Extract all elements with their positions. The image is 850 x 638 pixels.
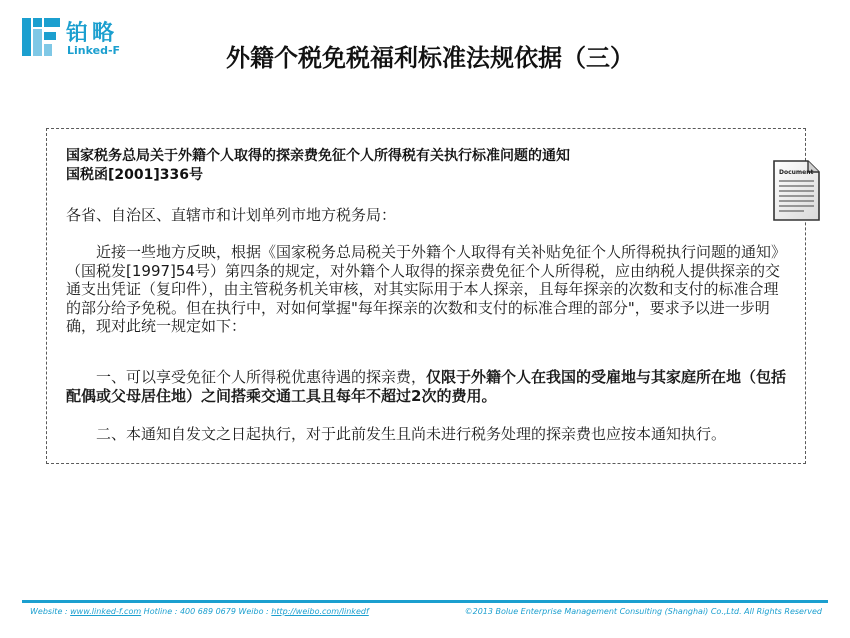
document-icon-label: Document bbox=[779, 169, 814, 176]
document-heading bbox=[66, 147, 706, 185]
footer-divider bbox=[22, 600, 828, 603]
logo-chinese-name: 铂略 bbox=[66, 21, 119, 46]
heading-doc-number: 国税函[2001]336号 bbox=[66, 167, 203, 183]
document-icon bbox=[770, 158, 822, 224]
salutation: 各省、自治区、直辖市和计划单列市地方税务局： bbox=[66, 206, 397, 224]
footer-hotline: Hotline : 400 689 0679 Weibo : bbox=[141, 607, 272, 616]
page-title: 外籍个税免税福利标准法规依据（三） bbox=[226, 44, 634, 72]
logo-mark-icon bbox=[22, 18, 60, 56]
rule-one-emphasis: 仅限于外籍个人在我国的受雇地与其家庭所在地（包括配偶或父母居住地）之间搭乘交通工具且每年不超过2次的费用。 bbox=[66, 368, 787, 405]
footer-weibo-link[interactable]: http://weibo.com/linkedf bbox=[271, 607, 369, 616]
footer-website-link[interactable]: www.linked-f.com bbox=[70, 607, 142, 616]
paragraph-rule-one bbox=[66, 368, 790, 405]
footer-website-label: Website : bbox=[30, 607, 71, 616]
paragraph-intro: 近接一些地方反映，根据《国家税务总局税关于外籍个人取得有关补贴免征个人所得税执行问题的通知》（国税发[1997]54号）第四条的规定，对外籍个人取得的探亲费免征个人所得税，应由纳税人提供探亲的交通支出凭证（复印件），由主管税务机关审核，对其实际用于本人探亲，且每年探亲的次数和支付的标准合理的部分给予免税。但在执行中，对如何掌握"每年探亲的次数和支付的标准合理的部分"，要求予以进一步明确，现对此统一规定如下： bbox=[66, 243, 787, 335]
logo-english-name: Linked-F bbox=[67, 44, 121, 57]
paragraph-rule-two: 二、本通知自发文之日起执行，对于此前发生且尚未进行税务处理的探亲费也应按本通知执行。 bbox=[96, 425, 727, 443]
company-logo bbox=[22, 16, 144, 60]
rule-one-text: 一、可以享受免征个人所得税优惠待遇的探亲费， bbox=[96, 368, 427, 386]
footer-copyright: ©2013 Bolue Enterprise Management Consulting (Shanghai) Co.,Ltd. All Rights Reserved bbox=[464, 607, 822, 616]
footer-contact bbox=[30, 607, 369, 616]
heading-title: 国家税务总局关于外籍个人取得的探亲费免征个人所得税有关执行标准问题的通知 bbox=[66, 148, 570, 164]
